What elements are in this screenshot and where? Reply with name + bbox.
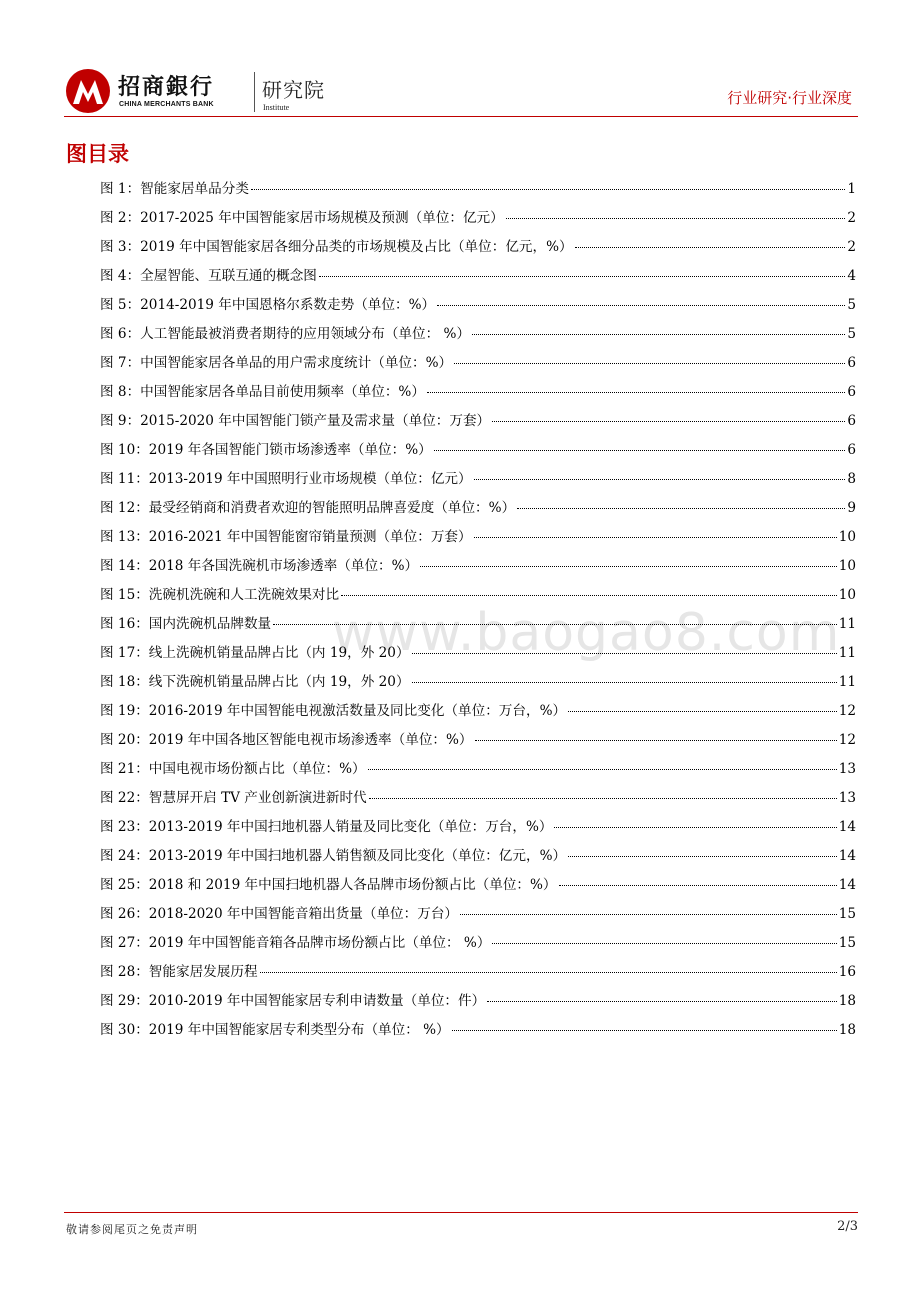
toc-entry[interactable] <box>100 407 856 436</box>
toc-dot-leader <box>474 478 846 480</box>
report-type: 行业研究·行业深度 <box>727 89 852 107</box>
toc-entry-page: 12 <box>838 703 856 719</box>
header-divider <box>254 72 255 112</box>
toc-entry-label: 图 10：2019 年各国智能门锁市场渗透率（单位：%） <box>100 442 432 458</box>
institute-name: 研究院 <box>262 78 325 102</box>
toc-dot-leader <box>273 623 837 625</box>
toc-entry-page: 13 <box>838 790 856 806</box>
toc-entry[interactable] <box>100 349 856 378</box>
toc-entry-page: 16 <box>838 964 856 980</box>
toc-entry-label: 图 19：2016-2019 年中国智能电视激活数量及同比变化（单位：万台，%） <box>100 703 567 719</box>
toc-entry-label: 图 6：人工智能最被消费者期待的应用领域分布（单位： %） <box>100 326 471 342</box>
toc-entry[interactable] <box>100 465 856 494</box>
toc-entry[interactable] <box>100 320 856 349</box>
toc-entry-label: 图 15：洗碗机洗碗和人工洗碗效果对比 <box>100 587 340 603</box>
toc-entry-page: 14 <box>838 848 856 864</box>
cmb-logo-icon <box>64 68 112 114</box>
toc-dot-leader <box>427 391 845 393</box>
toc-entry[interactable] <box>100 581 856 610</box>
toc-entry-label: 图 14：2018 年各国洗碗机市场渗透率（单位：%） <box>100 558 419 574</box>
toc-dot-leader <box>517 507 845 509</box>
toc-entry-label: 图 22：智慧屏开启 TV 产业创新演进新时代 <box>100 790 367 806</box>
toc-entry[interactable] <box>100 262 856 291</box>
toc-entry-label: 图 25：2018 和 2019 年中国扫地机器人各品牌市场份额占比（单位：%） <box>100 877 557 893</box>
toc-entry[interactable] <box>100 842 856 871</box>
toc-entry[interactable] <box>100 900 856 929</box>
toc-entry[interactable] <box>100 755 856 784</box>
toc-dot-leader <box>506 217 846 219</box>
footer-rule <box>64 1212 858 1213</box>
toc-dot-leader <box>460 913 837 915</box>
toc-entry-label: 图 11：2013-2019 年中国照明行业市场规模（单位：亿元） <box>100 471 472 487</box>
toc-entry-label: 图 16：国内洗碗机品牌数量 <box>100 616 272 632</box>
toc-entry[interactable] <box>100 697 856 726</box>
toc-entry-page: 6 <box>847 413 856 429</box>
toc-entry-page: 15 <box>838 906 856 922</box>
toc-dot-leader <box>420 565 837 567</box>
toc-entry-page: 10 <box>838 558 856 574</box>
toc-entry-label: 图 21：中国电视市场份额占比（单位：%） <box>100 761 366 777</box>
toc-entry-page: 4 <box>847 268 856 284</box>
institute-name-en: Institute <box>263 103 290 112</box>
watermark: www.baogao8.com <box>332 603 841 663</box>
toc-dot-leader <box>554 826 836 828</box>
toc-entry[interactable] <box>100 523 856 552</box>
disclaimer-note: 敬请参阅尾页之免责声明 <box>66 1223 198 1236</box>
toc-entry-page: 14 <box>838 877 856 893</box>
toc-dot-leader <box>492 420 845 422</box>
toc-dot-leader <box>568 855 837 857</box>
toc-entry-page: 18 <box>838 993 856 1009</box>
toc-entry[interactable] <box>100 813 856 842</box>
page-number: 2/3 <box>837 1219 858 1234</box>
toc-entry[interactable] <box>100 668 856 697</box>
toc-dot-leader <box>474 536 837 538</box>
toc-entry-page: 12 <box>838 732 856 748</box>
toc-dot-leader <box>434 449 846 451</box>
toc-entry-label: 图 20：2019 年中国各地区智能电视市场渗透率（单位：%） <box>100 732 473 748</box>
toc-entry-page: 18 <box>838 1022 856 1038</box>
toc-entry[interactable] <box>100 204 856 233</box>
toc-entry-page: 8 <box>847 471 856 487</box>
toc-entry-page: 5 <box>847 326 856 342</box>
toc-entry-label: 图 18：线下洗碗机销量品牌占比（内 19，外 20） <box>100 674 410 690</box>
toc-entry-label: 图 13：2016-2021 年中国智能窗帘销量预测（单位：万套） <box>100 529 472 545</box>
toc-entry-label: 图 27：2019 年中国智能音箱各品牌市场份额占比（单位： %） <box>100 935 491 951</box>
toc-entry[interactable] <box>100 958 856 987</box>
toc-entry-page: 10 <box>838 587 856 603</box>
toc-entry-label: 图 28：智能家居发展历程 <box>100 964 258 980</box>
toc-dot-leader <box>412 652 837 654</box>
toc-entry-page: 2 <box>847 210 856 226</box>
toc-entry-label: 图 29：2010-2019 年中国智能家居专利申请数量（单位：件） <box>100 993 486 1009</box>
toc-entry-page: 6 <box>847 442 856 458</box>
toc-entry-page: 6 <box>847 355 856 371</box>
toc-entry-label: 图 1：智能家居单品分类 <box>100 181 249 197</box>
toc-title: 图目录 <box>66 142 129 166</box>
toc-entry[interactable] <box>100 726 856 755</box>
toc-dot-leader <box>568 710 837 712</box>
toc-dot-leader <box>575 246 846 248</box>
toc-entry[interactable] <box>100 784 856 813</box>
page-header <box>64 62 858 118</box>
toc-entry-label: 图 8：中国智能家居各单品目前使用频率（单位：%） <box>100 384 425 400</box>
toc-entry-label: 图 9：2015-2020 年中国智能门锁产量及需求量（单位：万套） <box>100 413 491 429</box>
toc-entry-page: 15 <box>838 935 856 951</box>
toc-dot-leader <box>492 942 836 944</box>
toc-entry[interactable] <box>100 552 856 581</box>
toc-entry-page: 2 <box>847 239 856 255</box>
toc-entry[interactable] <box>100 929 856 958</box>
toc-entry-page: 14 <box>838 819 856 835</box>
toc-dot-leader <box>368 768 837 770</box>
toc-dot-leader <box>475 739 837 741</box>
bank-name: 招商銀行 <box>118 75 215 100</box>
toc-entry-label: 图 24：2013-2019 年中国扫地机器人销售额及同比变化（单位：亿元，%） <box>100 848 567 864</box>
toc-entry[interactable] <box>100 291 856 320</box>
toc-entry-label: 图 12：最受经销商和消费者欢迎的智能照明品牌喜爱度（单位：%） <box>100 500 516 516</box>
toc-entry-page: 10 <box>838 529 856 545</box>
toc-dot-leader <box>251 188 845 190</box>
toc-entry-page: 6 <box>847 384 856 400</box>
toc-dot-leader <box>369 797 837 799</box>
toc-entry-label: 图 7：中国智能家居各单品的用户需求度统计（单位：%） <box>100 355 453 371</box>
toc-entry-label: 图 5：2014-2019 年中国恩格尔系数走势（单位：%） <box>100 297 436 313</box>
toc-entry-label: 图 23：2013-2019 年中国扫地机器人销量及同比变化（单位：万台，%） <box>100 819 553 835</box>
toc-entry[interactable] <box>100 987 856 1016</box>
toc-entry-label: 图 26：2018-2020 年中国智能音箱出货量（单位：万台） <box>100 906 459 922</box>
figure-toc <box>100 175 856 1045</box>
toc-entry-page: 13 <box>838 761 856 777</box>
toc-entry-page: 11 <box>838 674 856 690</box>
toc-entry[interactable] <box>100 871 856 900</box>
toc-dot-leader <box>319 275 845 277</box>
toc-entry[interactable] <box>100 610 856 639</box>
toc-dot-leader <box>437 304 845 306</box>
toc-dot-leader <box>341 594 837 596</box>
toc-entry[interactable] <box>100 378 856 407</box>
toc-entry-page: 1 <box>847 181 856 197</box>
toc-dot-leader <box>454 362 845 364</box>
toc-entry[interactable] <box>100 494 856 523</box>
toc-dot-leader <box>452 1029 837 1031</box>
toc-entry-label: 图 17：线上洗碗机销量品牌占比（内 19，外 20） <box>100 645 410 661</box>
toc-entry[interactable] <box>100 175 856 204</box>
toc-dot-leader <box>487 1000 836 1002</box>
toc-entry-page: 11 <box>838 616 856 632</box>
header-rule <box>64 116 858 117</box>
toc-entry-page: 9 <box>847 500 856 516</box>
toc-entry[interactable] <box>100 639 856 668</box>
toc-entry[interactable] <box>100 436 856 465</box>
toc-entry[interactable] <box>100 1016 856 1045</box>
bank-name-en: CHINA MERCHANTS BANK <box>119 101 214 108</box>
toc-entry-page: 11 <box>838 645 856 661</box>
toc-dot-leader <box>412 681 837 683</box>
toc-entry-page: 5 <box>847 297 856 313</box>
toc-entry-label: 图 4：全屋智能、互联互通的概念图 <box>100 268 317 284</box>
toc-entry-label: 图 3：2019 年中国智能家居各细分品类的市场规模及占比（单位：亿元，%） <box>100 239 573 255</box>
toc-entry[interactable] <box>100 233 856 262</box>
toc-dot-leader <box>559 884 837 886</box>
toc-dot-leader <box>260 971 837 973</box>
toc-entry-label: 图 30：2019 年中国智能家居专利类型分布（单位： %） <box>100 1022 450 1038</box>
toc-entry-label: 图 2：2017-2025 年中国智能家居市场规模及预测（单位：亿元） <box>100 210 504 226</box>
toc-dot-leader <box>472 333 845 335</box>
